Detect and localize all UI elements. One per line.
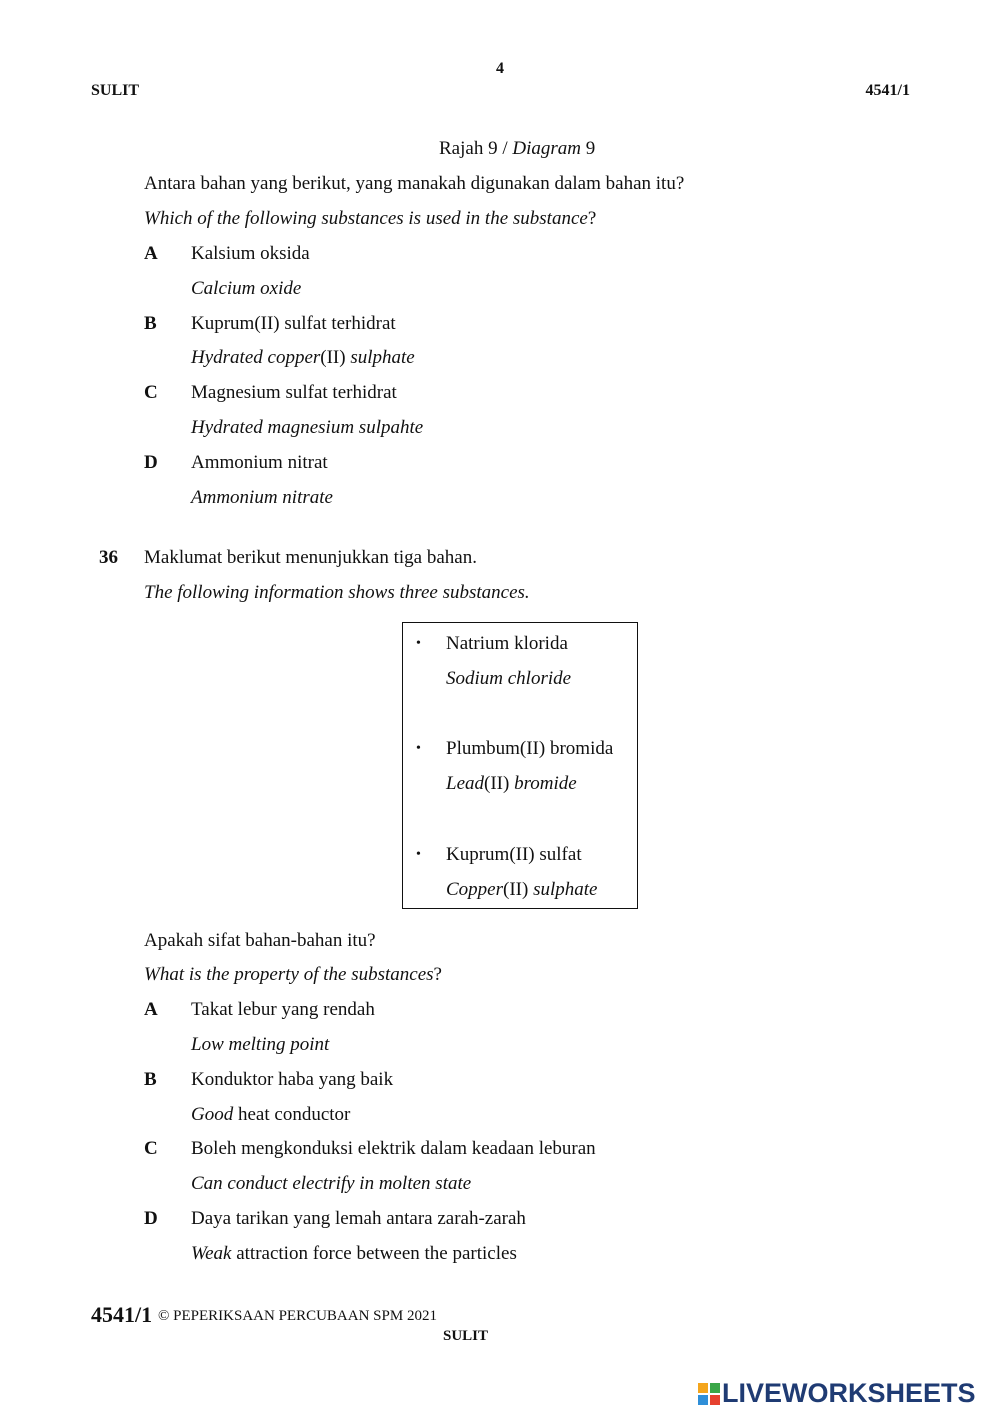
box-item-2-en-c: bromide (514, 773, 577, 794)
q36-option-d-en (191, 1243, 517, 1265)
box-item-3-en-a: Copper (446, 879, 503, 900)
q36-option-a-en (191, 1034, 329, 1056)
q36-option-a-en-a: Low melting point (191, 1034, 330, 1055)
q35-option-a-letter[interactable]: A (144, 243, 158, 264)
q35-option-d-ms: Ammonium nitrat (191, 452, 328, 473)
q35-option-b-en-b: (II) (320, 347, 351, 368)
q35-option-c-en: Hydrated magnesium sulpahte (191, 417, 424, 438)
liveworksheets-text: LIVEWORKSHEETS (722, 1378, 976, 1408)
liveworksheets-brand[interactable] (698, 1378, 976, 1409)
diagram-caption-num: 9 (580, 138, 596, 159)
diagram-caption-ms: Rajah 9 / (439, 138, 513, 159)
box-item-1-en: Sodium chloride (446, 668, 572, 689)
q35-stem-en-end: ? (587, 208, 597, 229)
q35-stem-en-text: Which of the following substances is used in the substance (144, 208, 588, 229)
q35-option-b-ms: Kuprum(II) sulfat terhidrat (191, 313, 396, 334)
q36-option-b-ms: Konduktor haba yang baik (191, 1069, 394, 1090)
q36-option-d-en-a: Weak (191, 1243, 232, 1264)
page-number: 4 (496, 60, 504, 77)
q35-option-a-ms: Kalsium oksida (191, 243, 310, 264)
bullet-2: • (416, 741, 421, 756)
q36-stem-en (144, 964, 442, 986)
q36-option-a-ms: Takat lebur yang rendah (191, 999, 375, 1020)
q35-stem-en (144, 208, 596, 230)
q36-number: 36 (99, 547, 118, 568)
box-item-1-ms: Natrium klorida (446, 633, 568, 654)
q36-option-b-en-a: Good (191, 1104, 234, 1125)
q35-option-b-en (191, 347, 415, 369)
q35-option-b-en-c: sulphate (350, 347, 415, 368)
q36-intro-ms: Maklumat berikut menunjukkan tiga bahan. (144, 547, 477, 568)
q36-option-d-en-b: attraction force between the particles (231, 1243, 517, 1264)
bullet-3: • (416, 847, 421, 862)
q36-option-b-en-b: heat conductor (233, 1104, 351, 1125)
q36-option-c-letter[interactable]: C (144, 1138, 158, 1159)
q36-stem-en-text: What is the property of the substances (144, 964, 434, 985)
q35-option-b-letter[interactable]: B (144, 313, 157, 334)
q36-option-b-letter[interactable]: B (144, 1069, 157, 1090)
q35-option-a-en: Calcium oxide (191, 278, 302, 299)
q36-option-a-letter[interactable]: A (144, 999, 158, 1020)
header-paper-code: 4541/1 (865, 82, 910, 99)
box-item-2-en (446, 773, 577, 795)
box-item-3-en-b: (II) (503, 879, 534, 900)
box-item-3-en (446, 879, 597, 901)
box-item-3-en-c: sulphate (533, 879, 598, 900)
q36-option-c-en-a: Can conduct electrify in molten state (191, 1173, 472, 1194)
q35-option-d-en: Ammonium nitrate (191, 487, 333, 508)
footer-paper-code: 4541/1 (91, 1302, 153, 1327)
q35-stem-ms: Antara bahan yang berikut, yang manakah digunakan dalam bahan itu? (144, 173, 685, 194)
q36-option-b-en (191, 1104, 350, 1126)
box-item-2-ms: Plumbum(II) bromida (446, 738, 614, 759)
q36-stem-ms: Apakah sifat bahan-bahan itu? (144, 930, 376, 951)
box-item-3-ms: Kuprum(II) sulfat (446, 844, 582, 865)
box-item-2-en-a: Lead (446, 773, 484, 794)
bullet-1: • (416, 636, 421, 651)
q36-option-c-ms: Boleh mengkonduksi elektrik dalam keadaan leburan (191, 1138, 596, 1159)
q36-intro-en: The following information shows three substances. (144, 582, 530, 603)
footer-classification: SULIT (443, 1328, 489, 1344)
diagram-caption-en: Diagram (512, 138, 581, 159)
q36-option-d-letter[interactable]: D (144, 1208, 158, 1229)
q35-option-c-letter[interactable]: C (144, 382, 158, 403)
header-classification: SULIT (91, 82, 140, 99)
box-item-2-en-b: (II) (484, 773, 515, 794)
q35-option-c-ms: Magnesium sulfat terhidrat (191, 382, 397, 403)
footer-copyright: © PEPERIKSAAN PERCUBAAN SPM 2021 (158, 1308, 437, 1324)
diagram-caption (439, 138, 595, 160)
q36-stem-en-end: ? (433, 964, 442, 985)
q35-option-d-letter[interactable]: D (144, 452, 158, 473)
q36-option-d-ms: Daya tarikan yang lemah antara zarah-zarah (191, 1208, 526, 1229)
q35-option-b-en-a: Hydrated copper (191, 347, 321, 368)
q36-option-c-en (191, 1173, 471, 1195)
liveworksheets-logo-icon (698, 1383, 720, 1405)
